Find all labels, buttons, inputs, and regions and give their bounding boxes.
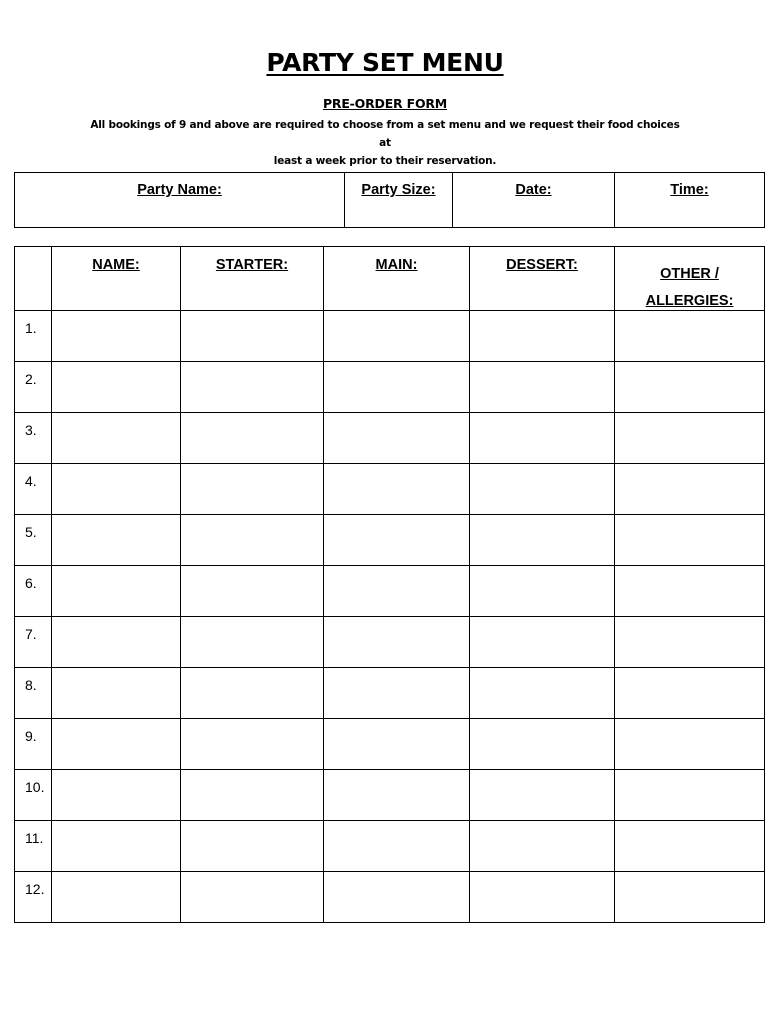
- starter-cell[interactable]: [181, 770, 324, 821]
- other-cell[interactable]: [615, 617, 765, 668]
- other-cell[interactable]: [615, 719, 765, 770]
- name-cell[interactable]: [52, 515, 181, 566]
- dessert-cell[interactable]: [470, 515, 615, 566]
- main-cell[interactable]: [324, 821, 470, 872]
- dessert-cell[interactable]: [470, 464, 615, 515]
- table-row: [15, 821, 765, 872]
- main-cell[interactable]: [324, 413, 470, 464]
- main-cell[interactable]: [324, 617, 470, 668]
- row-number: 4.: [15, 464, 52, 515]
- header-dessert: DESSERT:: [470, 247, 615, 311]
- other-cell[interactable]: [615, 362, 765, 413]
- row-number: 8.: [15, 668, 52, 719]
- dessert-cell[interactable]: [470, 719, 615, 770]
- name-cell[interactable]: [52, 719, 181, 770]
- intro-line-1: All bookings of 9 and above are required to choose from a set menu and we request their food choices at: [90, 119, 680, 149]
- starter-cell[interactable]: [181, 566, 324, 617]
- other-cell[interactable]: [615, 464, 765, 515]
- row-number: 11.: [15, 821, 52, 872]
- starter-cell[interactable]: [181, 515, 324, 566]
- dessert-cell[interactable]: [470, 821, 615, 872]
- table-row: [15, 719, 765, 770]
- main-cell[interactable]: [324, 668, 470, 719]
- dessert-cell[interactable]: [470, 872, 615, 923]
- name-cell[interactable]: [52, 617, 181, 668]
- dessert-cell[interactable]: [470, 770, 615, 821]
- table-row: [15, 872, 765, 923]
- table-row: [15, 770, 765, 821]
- row-number: 2.: [15, 362, 52, 413]
- row-number: 10.: [15, 770, 52, 821]
- starter-cell[interactable]: [181, 464, 324, 515]
- other-cell[interactable]: [615, 821, 765, 872]
- other-cell[interactable]: [615, 413, 765, 464]
- main-cell[interactable]: [324, 566, 470, 617]
- header-name: NAME:: [52, 247, 181, 311]
- table-row: [15, 311, 765, 362]
- header-number: [15, 247, 52, 311]
- starter-cell[interactable]: [181, 362, 324, 413]
- main-cell[interactable]: [324, 719, 470, 770]
- name-cell[interactable]: [52, 413, 181, 464]
- dessert-cell[interactable]: [470, 311, 615, 362]
- main-cell[interactable]: [324, 362, 470, 413]
- table-row: [15, 515, 765, 566]
- name-cell[interactable]: [52, 566, 181, 617]
- row-number: 5.: [15, 515, 52, 566]
- table-row: [15, 668, 765, 719]
- row-number: 3.: [15, 413, 52, 464]
- time-field[interactable]: [615, 173, 765, 228]
- form-title: PARTY SET MENU: [266, 48, 504, 77]
- name-cell[interactable]: [52, 821, 181, 872]
- table-row: [15, 566, 765, 617]
- table-row: [15, 617, 765, 668]
- dessert-cell[interactable]: [470, 566, 615, 617]
- row-number: 6.: [15, 566, 52, 617]
- header-main: MAIN:: [324, 247, 470, 311]
- other-cell[interactable]: [615, 566, 765, 617]
- other-cell[interactable]: [615, 311, 765, 362]
- name-cell[interactable]: [52, 668, 181, 719]
- header-other-allergies: OTHER / ALLERGIES:: [615, 247, 765, 311]
- name-cell[interactable]: [52, 311, 181, 362]
- party-size-label: Party Size:: [361, 182, 436, 198]
- row-number: 9.: [15, 719, 52, 770]
- starter-cell[interactable]: [181, 668, 324, 719]
- intro-text: [90, 116, 680, 170]
- time-label: Time:: [670, 182, 709, 198]
- starter-cell[interactable]: [181, 872, 324, 923]
- party-name-label: Party Name:: [137, 182, 222, 198]
- row-number: 7.: [15, 617, 52, 668]
- date-label: Date:: [515, 182, 552, 198]
- name-cell[interactable]: [52, 770, 181, 821]
- order-table: [14, 246, 765, 923]
- other-cell[interactable]: [615, 770, 765, 821]
- dessert-cell[interactable]: [470, 617, 615, 668]
- form-subtitle: PRE-ORDER FORM: [322, 96, 448, 111]
- party-info-table: [14, 172, 765, 228]
- other-cell[interactable]: [615, 872, 765, 923]
- name-cell[interactable]: [52, 464, 181, 515]
- date-field[interactable]: [453, 173, 615, 228]
- party-size-field[interactable]: [345, 173, 453, 228]
- name-cell[interactable]: [52, 872, 181, 923]
- order-rows: [15, 311, 765, 923]
- main-cell[interactable]: [324, 770, 470, 821]
- row-number: 12.: [15, 872, 52, 923]
- starter-cell[interactable]: [181, 413, 324, 464]
- other-cell[interactable]: [615, 668, 765, 719]
- party-info-row: [15, 173, 765, 228]
- starter-cell[interactable]: [181, 719, 324, 770]
- intro-line-2: least a week prior to their reservation.: [273, 155, 497, 167]
- header-starter: STARTER:: [181, 247, 324, 311]
- row-number: 1.: [15, 311, 52, 362]
- dessert-cell[interactable]: [470, 413, 615, 464]
- starter-cell[interactable]: [181, 311, 324, 362]
- table-row: [15, 413, 765, 464]
- name-cell[interactable]: [52, 362, 181, 413]
- starter-cell[interactable]: [181, 617, 324, 668]
- table-row: [15, 464, 765, 515]
- table-row: [15, 362, 765, 413]
- party-name-field[interactable]: [15, 173, 345, 228]
- dessert-cell[interactable]: [470, 362, 615, 413]
- main-cell[interactable]: [324, 311, 470, 362]
- main-cell[interactable]: [324, 515, 470, 566]
- dessert-cell[interactable]: [470, 668, 615, 719]
- main-cell[interactable]: [324, 872, 470, 923]
- main-cell[interactable]: [324, 464, 470, 515]
- starter-cell[interactable]: [181, 821, 324, 872]
- other-cell[interactable]: [615, 515, 765, 566]
- order-table-header: [15, 247, 765, 311]
